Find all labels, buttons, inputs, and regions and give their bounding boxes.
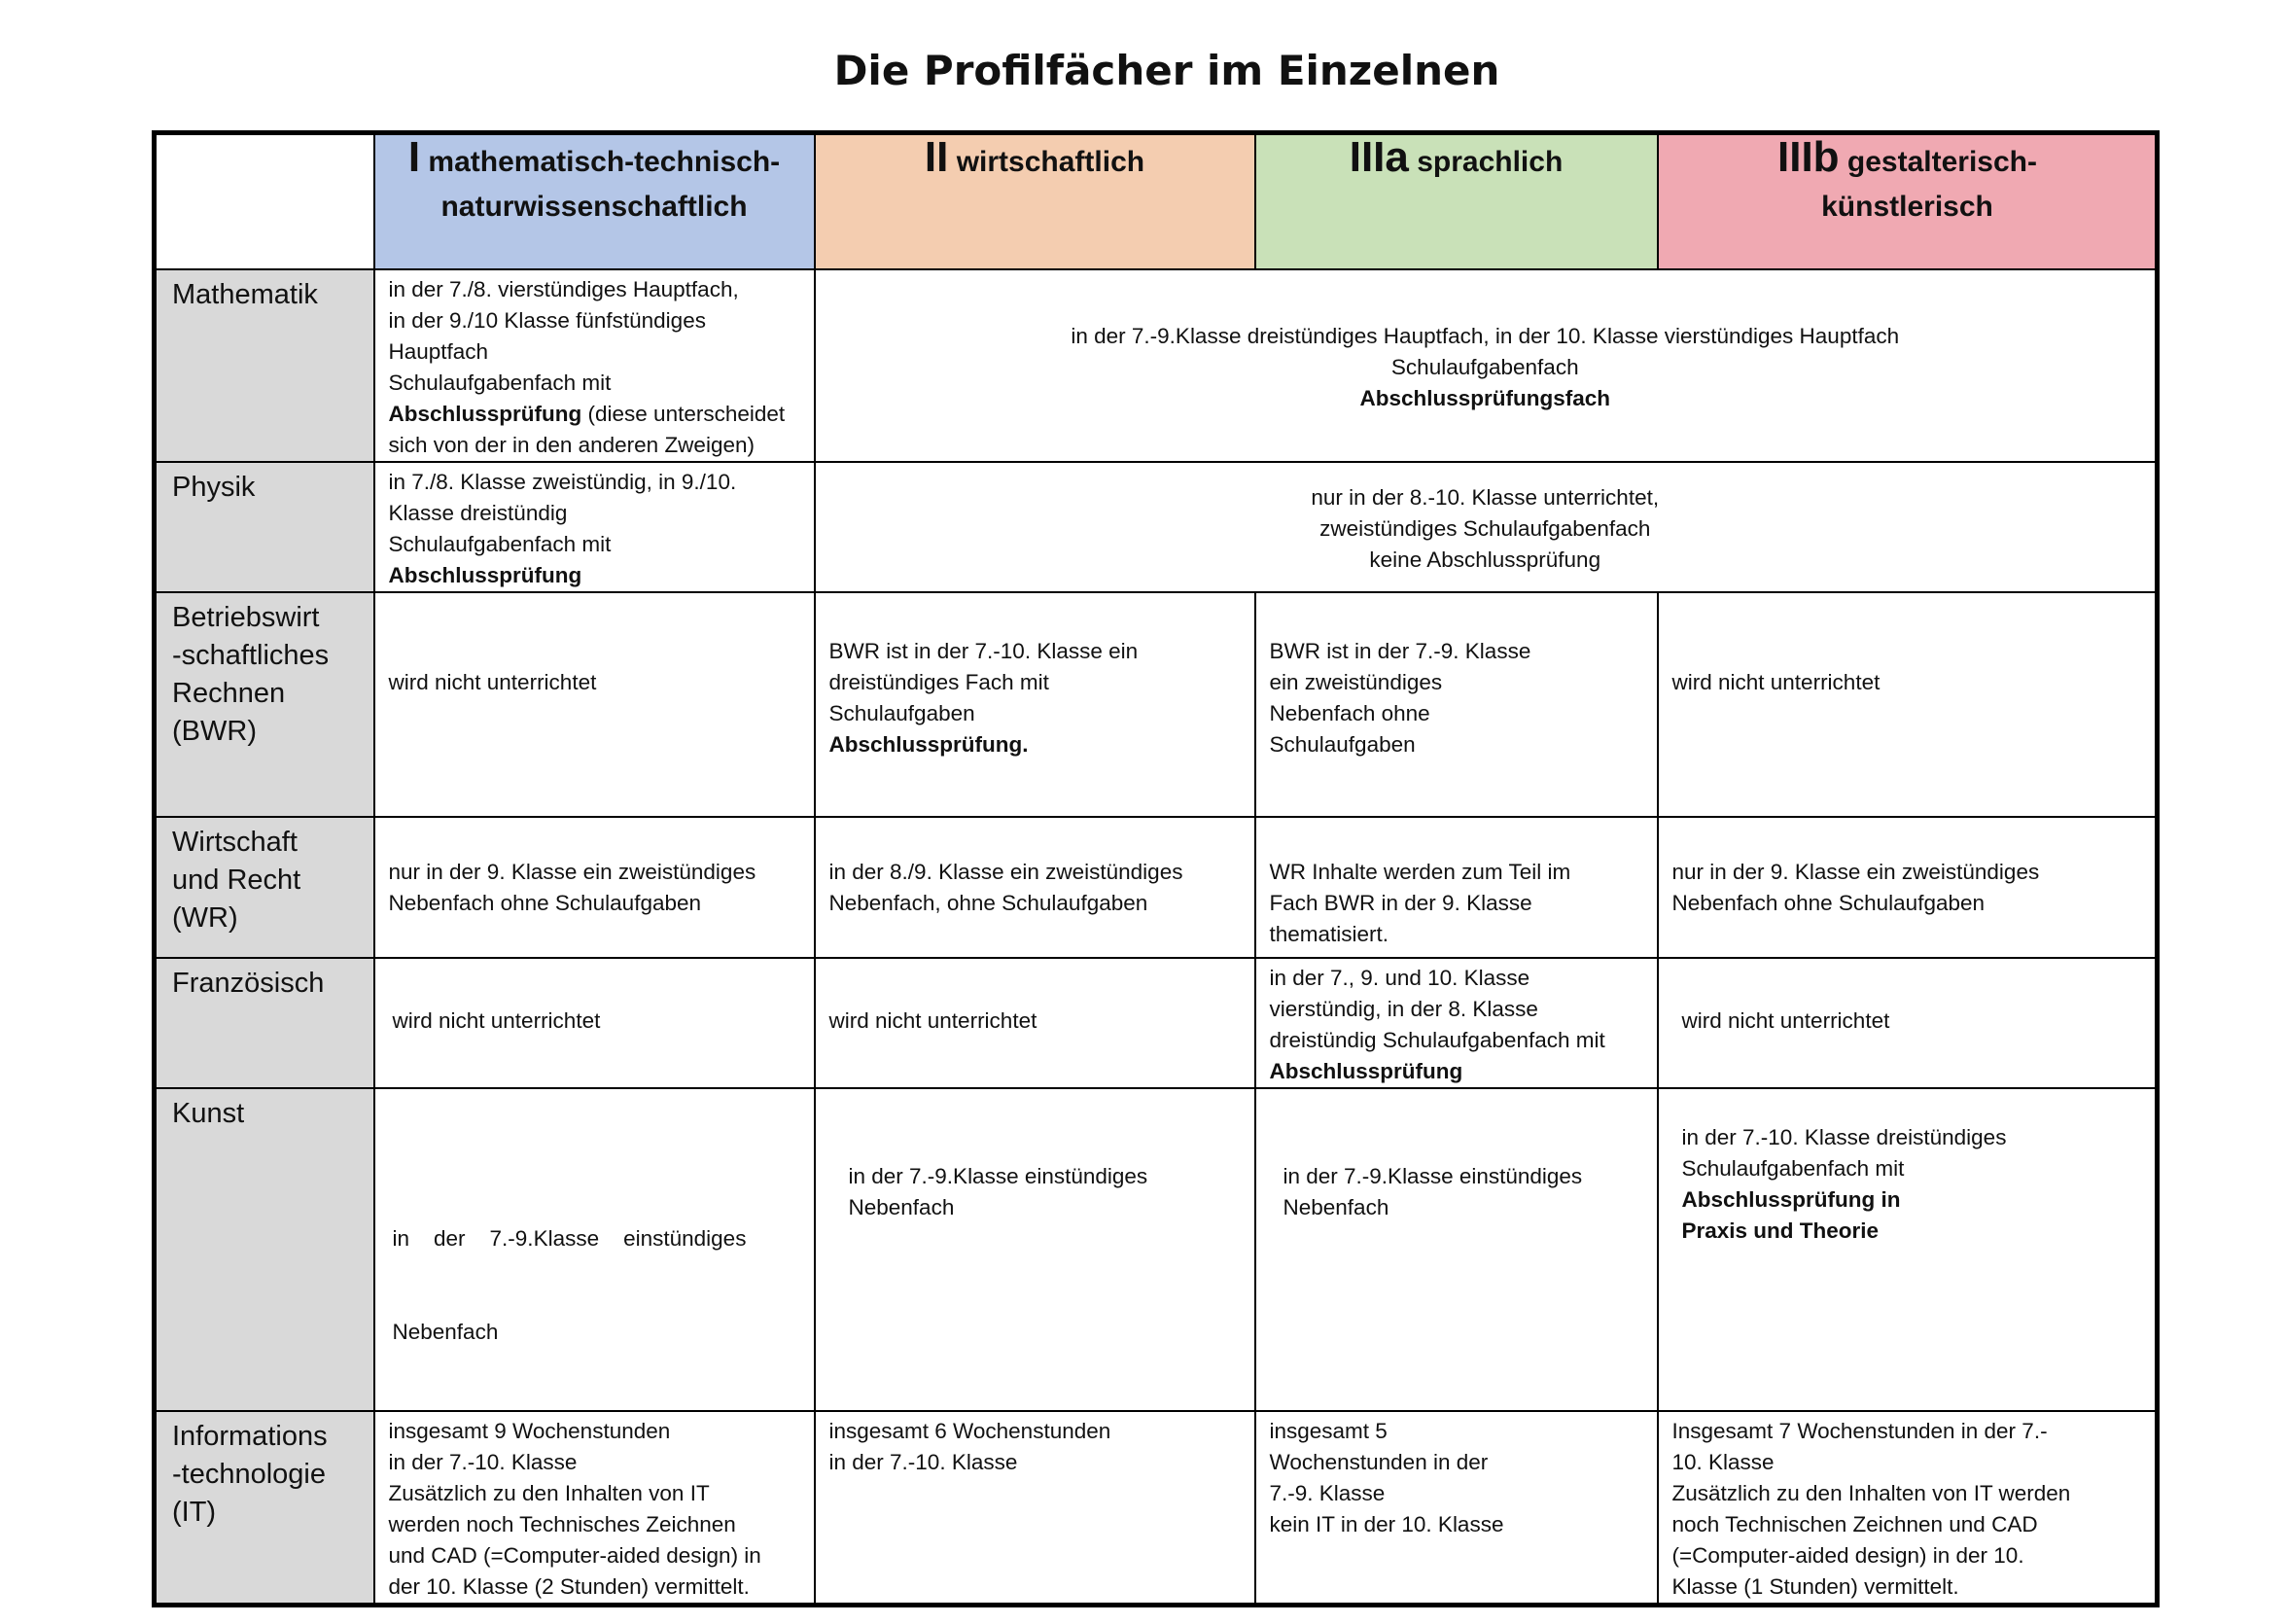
cell-text-line: Nebenfach xyxy=(392,1320,499,1344)
cell-text-line: insgesamt 9 Wochenstunden xyxy=(388,1419,671,1443)
subject-label-line: (WR) xyxy=(172,902,238,934)
cell-text-line: in der 9./10 Klasse fünfstündiges xyxy=(388,308,706,333)
header-label: sprachlich xyxy=(1417,146,1564,178)
cell-merged-other-profiles xyxy=(815,462,2158,592)
header-label-line2: naturwissenschaftlich xyxy=(440,191,748,223)
cell-text-line: nur in der 9. Klasse ein zweistündiges xyxy=(1671,860,2040,884)
cell-profile-i xyxy=(374,1411,815,1606)
cell-text-line: Insgesamt 7 Wochenstunden in der 7.- xyxy=(1671,1419,2048,1443)
cell-text-line: BWR ist in der 7.-9. Klasse xyxy=(1269,639,1531,663)
header-profile-iiib xyxy=(1658,133,2158,270)
subject-label-line: (IT) xyxy=(172,1497,217,1528)
cell-text-line: der 10. Klasse (2 Stunden) vermittelt. xyxy=(388,1574,750,1599)
cell-text-line: in der 7.-10. Klasse xyxy=(828,1450,1018,1474)
cell-text-line: 10. Klasse xyxy=(1671,1450,1775,1474)
cell-text-line: in der 7./8. vierstündiges Hauptfach, xyxy=(388,277,739,301)
cell-text-line: dreistündiges Fach mit xyxy=(828,670,1049,694)
cell-profile-ii xyxy=(815,958,1255,1088)
cell-bold-text: Abschlussprüfung xyxy=(388,563,582,587)
row-bwr xyxy=(155,592,2158,817)
cell-text-line: Nebenfach xyxy=(848,1195,955,1219)
subject-label: Physik xyxy=(155,462,374,592)
cell-text-line: werden noch Technisches Zeichnen xyxy=(388,1512,736,1536)
cell-text-line: thematisiert. xyxy=(1269,922,1389,946)
cell-bold-text: Abschlussprüfung xyxy=(1269,1059,1463,1083)
cell-text-line: Schulaufgabenfach xyxy=(1390,355,1579,379)
cell-profile-i xyxy=(374,817,815,958)
cell-bold-text: Abschlussprüfungsfach xyxy=(1359,386,1611,410)
cell-text-line: zweistündiges Schulaufgabenfach xyxy=(1319,516,1651,541)
header-profile-ii xyxy=(815,133,1255,270)
cell-text-line: wird nicht unterrichtet xyxy=(828,1008,1037,1033)
subject-label xyxy=(155,592,374,817)
cell-text-line: Nebenfach xyxy=(1283,1195,1389,1219)
cell-text-line: wird nicht unterrichtet xyxy=(388,670,597,694)
cell-bold-text: Abschlussprüfung in xyxy=(1681,1187,1901,1212)
header-empty-cell xyxy=(155,133,374,270)
header-label: mathematisch-technisch- xyxy=(428,146,781,178)
row-wr xyxy=(155,817,2158,958)
page-title: Die Profilfächer im Einzelnen xyxy=(833,47,1500,94)
subject-label xyxy=(155,817,374,958)
cell-text-line: Hauptfach xyxy=(388,339,489,364)
subject-label-line: -schaftliches xyxy=(172,640,330,671)
cell-text-line: in der 7., 9. und 10. Klasse xyxy=(1269,966,1530,990)
cell-text-line: dreistündig Schulaufgabenfach mit xyxy=(1269,1028,1605,1052)
cell-text-line: Nebenfach, ohne Schulaufgaben xyxy=(828,891,1148,915)
cell-text-line: in der 8./9. Klasse ein zweistündiges xyxy=(828,860,1183,884)
profile-subjects-table xyxy=(152,130,2160,1607)
subject-label-line: und Recht xyxy=(172,865,301,896)
cell-profile-iiia xyxy=(1255,817,1658,958)
cell-text-line: kein IT in der 10. Klasse xyxy=(1269,1512,1504,1536)
cell-text-line: Schulaufgabenfach mit xyxy=(388,371,612,395)
cell-text-line: Schulaufgaben xyxy=(828,701,975,725)
cell-text-line: in der 7.-10. Klasse dreistündiges xyxy=(1681,1125,2007,1149)
cell-text-line: Schulaufgabenfach mit xyxy=(1681,1156,1905,1181)
row-mathematik xyxy=(155,269,2158,462)
cell-text-line: Klasse (1 Stunden) vermittelt. xyxy=(1671,1574,1959,1599)
cell-profile-ii xyxy=(815,817,1255,958)
cell-merged-other-profiles xyxy=(815,269,2158,462)
subject-label xyxy=(155,1411,374,1606)
cell-text-line: vierstündig, in der 8. Klasse xyxy=(1269,997,1538,1021)
subject-label: Französisch xyxy=(155,958,374,1088)
cell-profile-iiia xyxy=(1255,592,1658,817)
cell-text-line: (=Computer-aided design) in der 10. xyxy=(1671,1543,2024,1568)
cell-text-line: Wochenstunden in der xyxy=(1269,1450,1489,1474)
cell-text-line: nur in der 9. Klasse ein zweistündiges xyxy=(388,860,756,884)
cell-text-line: Fach BWR in der 9. Klasse xyxy=(1269,891,1532,915)
cell-text-line: Schulaufgaben xyxy=(1269,732,1416,757)
header-profile-i xyxy=(374,133,815,270)
cell-bold-text: Abschlussprüfung xyxy=(388,402,582,426)
cell-profile-iiib xyxy=(1658,958,2158,1088)
header-number: II xyxy=(924,133,949,181)
row-kunst xyxy=(155,1088,2158,1411)
cell-text-line: nur in der 8.-10. Klasse unterrichtet, xyxy=(1311,485,1660,510)
header-number: IIIa xyxy=(1349,133,1409,181)
cell-text-line: in der 7.-9.Klasse einstündiges xyxy=(848,1164,1148,1188)
header-number: I xyxy=(407,133,421,181)
cell-text-line: in der 7.-9.Klasse einstündiges xyxy=(1283,1164,1583,1188)
cell-profile-ii xyxy=(815,592,1255,817)
cell-text: (diese unterscheidet xyxy=(581,402,786,426)
cell-profile-ii xyxy=(815,1088,1255,1411)
cell-profile-i xyxy=(374,1088,815,1411)
header-label: wirtschaftlich xyxy=(956,146,1145,178)
cell-text-line: in der 7.-9.Klasse einstündiges xyxy=(392,1226,747,1251)
cell-profile-ii xyxy=(815,1411,1255,1606)
cell-text-line: Schulaufgabenfach mit xyxy=(388,532,612,556)
cell-text-line: keine Abschlussprüfung xyxy=(1369,547,1601,572)
cell-profile-iiib xyxy=(1658,1088,2158,1411)
cell-text-line: 7.-9. Klasse xyxy=(1269,1481,1386,1505)
cell-bold-text: Abschlussprüfung. xyxy=(828,732,1029,757)
cell-text-line: WR Inhalte werden zum Teil im xyxy=(1269,860,1571,884)
row-it xyxy=(155,1411,2158,1606)
cell-profile-iiib xyxy=(1658,817,2158,958)
cell-text-line: BWR ist in der 7.-10. Klasse ein xyxy=(828,639,1139,663)
cell-text-line: in 7./8. Klasse zweistündig, in 9./10. xyxy=(388,470,737,494)
cell-profile-iiib xyxy=(1658,1411,2158,1606)
cell-text-line: in der 7.-10. Klasse xyxy=(388,1450,578,1474)
header-label: gestalterisch- xyxy=(1846,146,2037,178)
cell-profile-i xyxy=(374,269,815,462)
cell-text-line: Nebenfach ohne Schulaufgaben xyxy=(388,891,702,915)
cell-bold-text: Praxis und Theorie xyxy=(1681,1218,1880,1243)
cell-text-line: Nebenfach ohne Schulaufgaben xyxy=(1671,891,1986,915)
cell-text-line: und CAD (=Computer-aided design) in xyxy=(388,1543,761,1568)
cell-text-line: wird nicht unterrichtet xyxy=(1681,1008,1890,1033)
cell-text-line: insgesamt 5 xyxy=(1269,1419,1388,1443)
cell-text-line: wird nicht unterrichtet xyxy=(1671,670,1881,694)
cell-profile-iiia xyxy=(1255,1088,1658,1411)
cell-profile-i xyxy=(374,462,815,592)
row-franzoesisch xyxy=(155,958,2158,1088)
header-profile-iiia xyxy=(1255,133,1658,270)
cell-profile-iiia xyxy=(1255,958,1658,1088)
cell-text-line: ein zweistündiges xyxy=(1269,670,1443,694)
cell-text-line: insgesamt 6 Wochenstunden xyxy=(828,1419,1111,1443)
subject-label-line: Rechnen xyxy=(172,678,286,709)
subject-label-line: Betriebswirt xyxy=(172,602,320,633)
header-number: IIIb xyxy=(1777,133,1840,181)
cell-text-line: noch Technischen Zeichnen und CAD xyxy=(1671,1512,2038,1536)
header-row xyxy=(155,133,2158,270)
cell-text-line: Klasse dreistündig xyxy=(388,501,568,525)
cell-profile-iiia xyxy=(1255,1411,1658,1606)
header-label-line2: künstlerisch xyxy=(1821,191,1993,223)
subject-label: Kunst xyxy=(155,1088,374,1411)
subject-label-line: -technologie xyxy=(172,1459,326,1490)
cell-profile-i xyxy=(374,958,815,1088)
cell-text-line: sich von der in den anderen Zweigen) xyxy=(388,433,755,457)
cell-text-line: in der 7.-9.Klasse dreistündiges Hauptfach, in der 10. Klasse vierstündiges Hauptfach xyxy=(1071,324,1900,348)
subject-label: Mathematik xyxy=(155,269,374,462)
cell-text-line: wird nicht unterrichtet xyxy=(392,1008,601,1033)
row-physik xyxy=(155,462,2158,592)
subject-label-line: Wirtschaft xyxy=(172,827,298,858)
cell-text-line: Zusätzlich zu den Inhalten von IT werden xyxy=(1671,1481,2071,1505)
cell-text-line: Zusätzlich zu den Inhalten von IT xyxy=(388,1481,710,1505)
subject-label-line: (BWR) xyxy=(172,716,257,747)
cell-profile-iiib xyxy=(1658,592,2158,817)
cell-profile-i xyxy=(374,592,815,817)
subject-label-line: Informations xyxy=(172,1421,328,1452)
cell-text-line: Nebenfach ohne xyxy=(1269,701,1430,725)
